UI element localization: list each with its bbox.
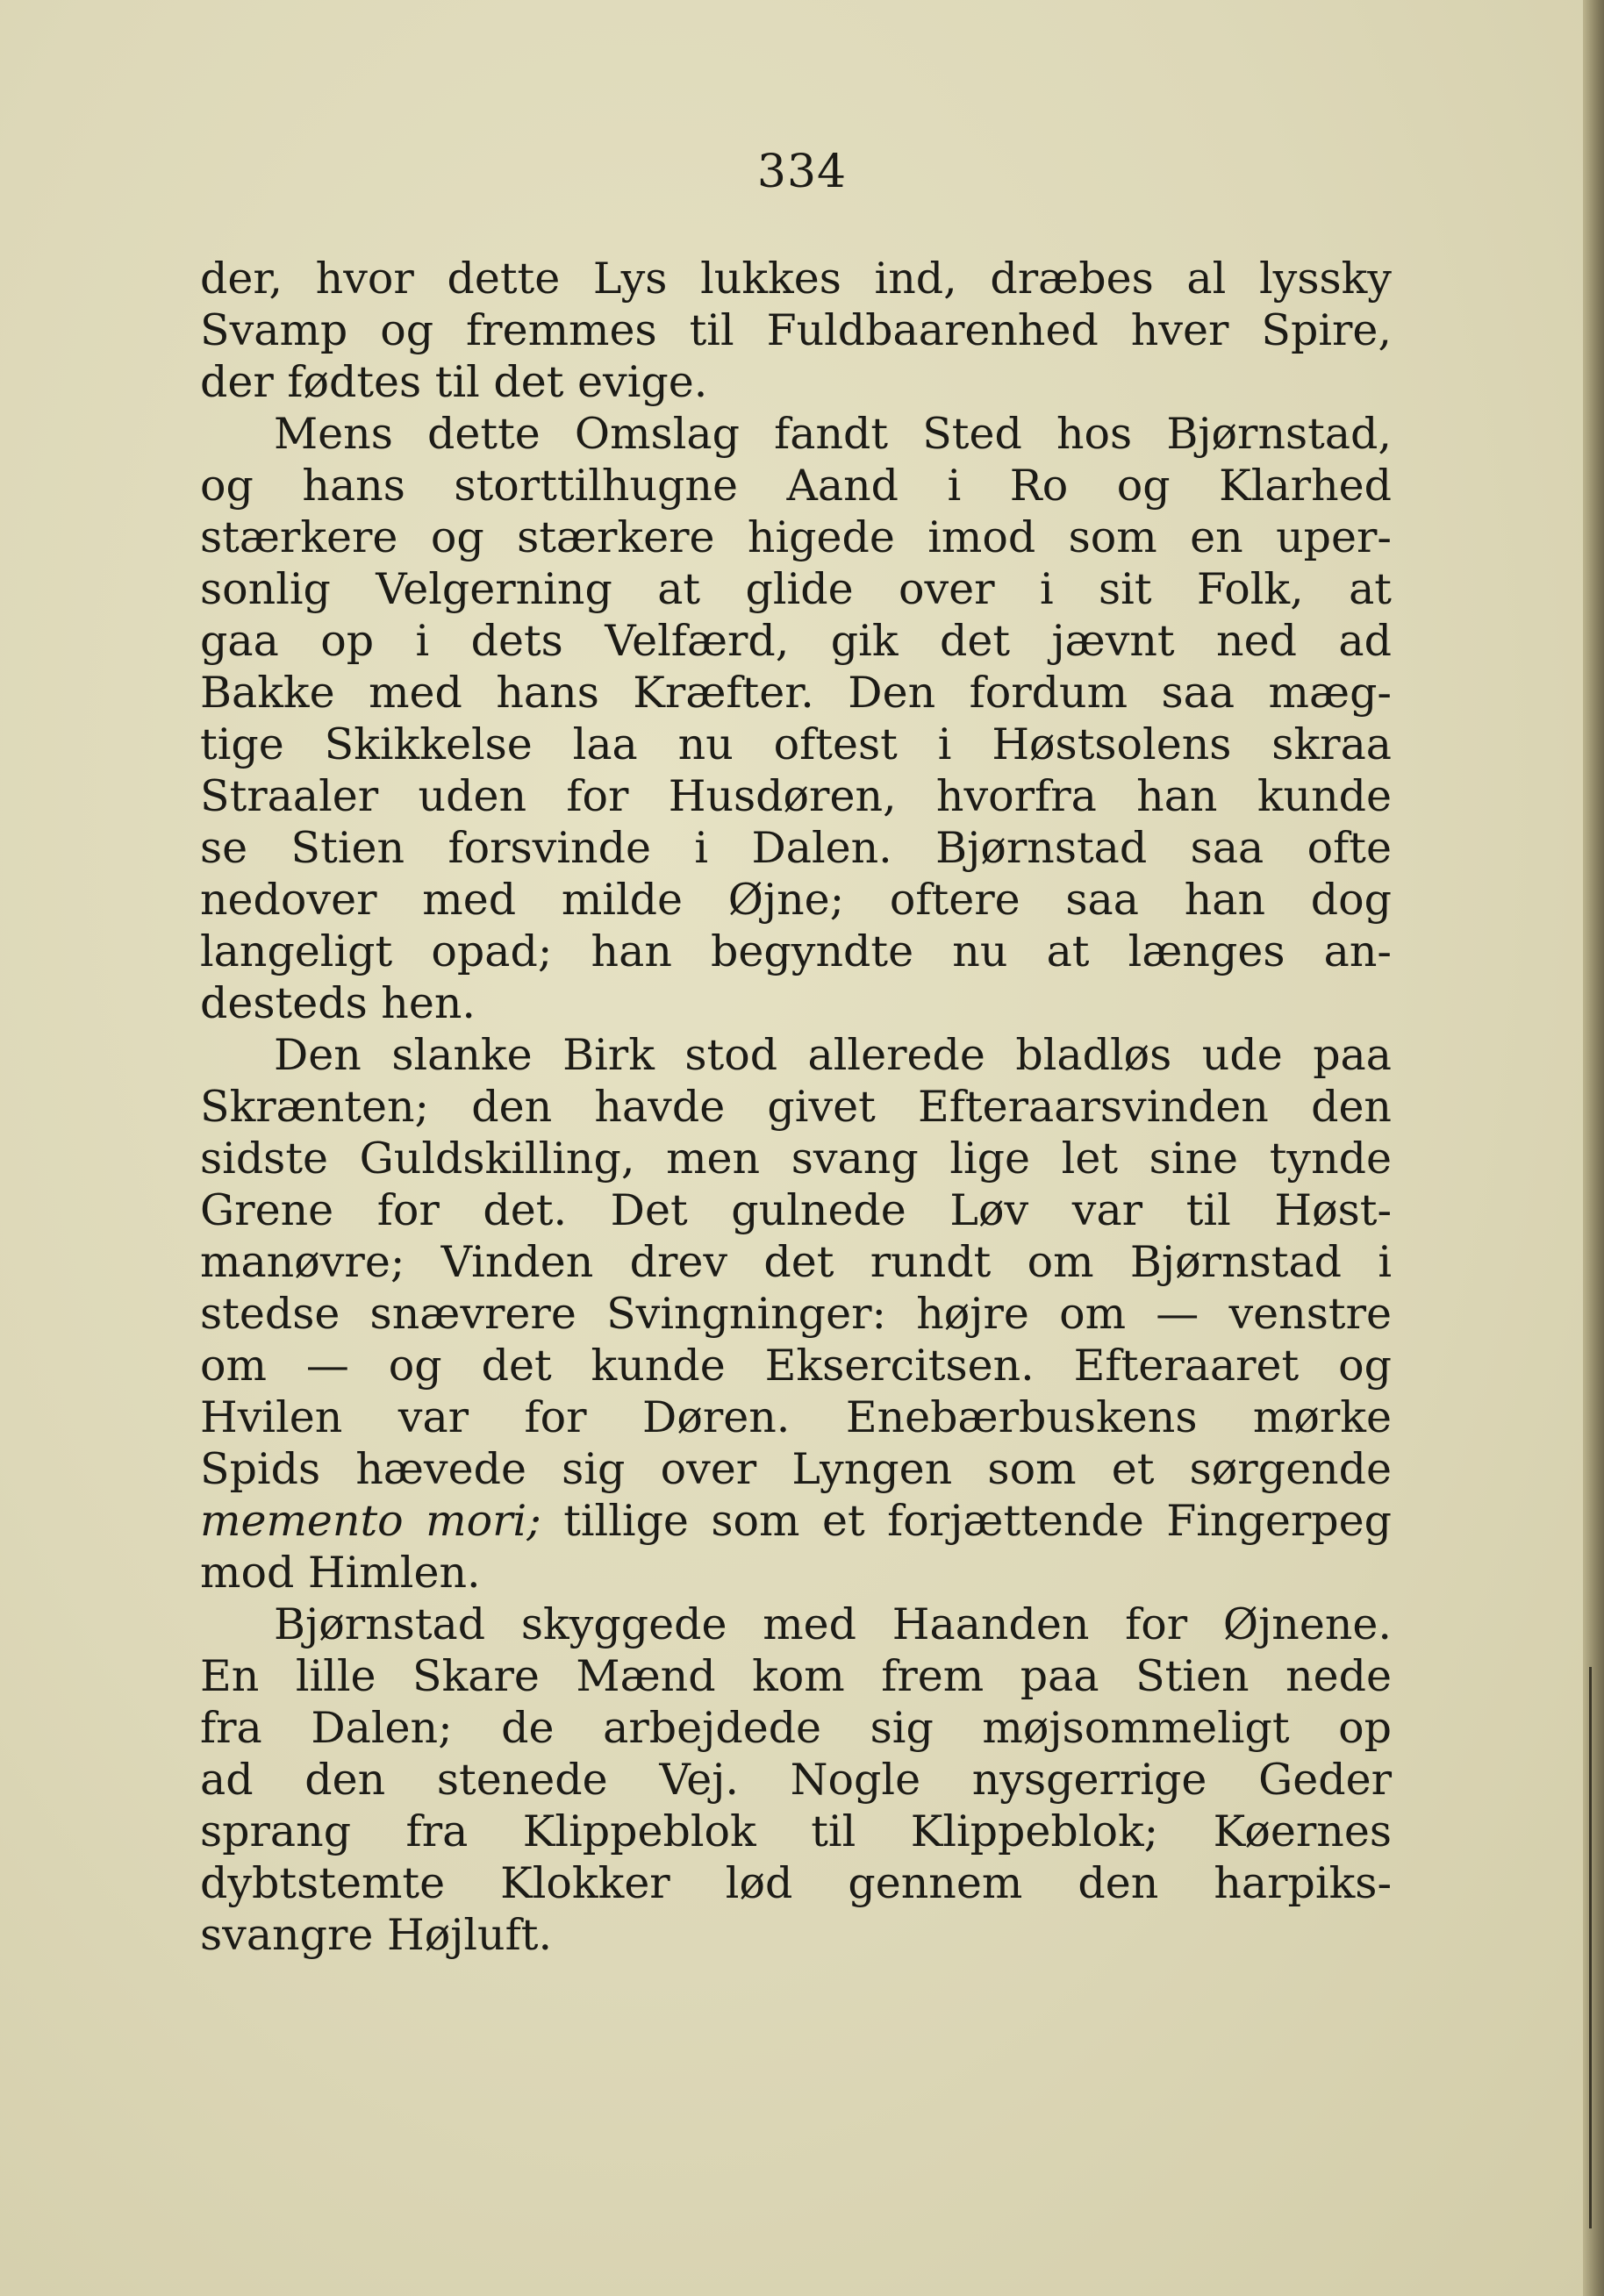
text-line xyxy=(200,253,1392,304)
text-line xyxy=(200,1443,1392,1495)
page-number: 334 xyxy=(756,146,848,198)
line-text: Straaler uden for Husdøren, hvorfra han kunde xyxy=(200,771,1392,821)
line-text: dybtstemte Klokker lød gennem den harpiks- xyxy=(200,1858,1392,1908)
body-text xyxy=(200,253,1392,1961)
text-line xyxy=(200,460,1392,511)
text-line xyxy=(200,926,1392,977)
line-text: Bjørnstad skyggede med Haanden for Øjnene. xyxy=(274,1599,1392,1649)
text-line xyxy=(200,1288,1392,1340)
text-line xyxy=(200,1133,1392,1184)
text-line xyxy=(200,1081,1392,1133)
line-text: sonlig Velgerning at glide over i sit Folk, at xyxy=(200,564,1392,614)
text-line xyxy=(200,1340,1392,1391)
line-text: der, hvor dette Lys lukkes ind, dræbes al lyssky xyxy=(200,254,1392,304)
text-line xyxy=(200,1029,1392,1081)
line-text: se Stien forsvinde i Dalen. Bjørnstad saa ofte xyxy=(200,823,1392,873)
page-edge-line xyxy=(1589,1667,1592,2228)
text-line xyxy=(200,511,1392,563)
text-line xyxy=(200,874,1392,926)
text-line xyxy=(200,1547,1392,1599)
text-line xyxy=(200,1754,1392,1806)
text-line xyxy=(200,770,1392,822)
line-text: ad den stenede Vej. Nogle nysgerrige Geder xyxy=(200,1755,1392,1805)
text-line xyxy=(200,1806,1392,1857)
line-text: og hans storttilhugne Aand i Ro og Klarhed xyxy=(200,461,1392,511)
text-line xyxy=(200,356,1392,408)
line-text: om — og det kunde Eksercitsen. Efteraaret og xyxy=(200,1341,1392,1391)
line-text: tige Skikkelse laa nu oftest i Høstsolens skraa xyxy=(200,719,1392,769)
text-line xyxy=(200,719,1392,770)
line-text: Den slanke Birk stod allerede bladløs ude paa xyxy=(274,1030,1392,1080)
text-line xyxy=(200,304,1392,356)
text-line xyxy=(200,1495,1392,1547)
line-text: Grene for det. Det gulnede Løv var til Høst- xyxy=(200,1185,1392,1235)
line-text: mod Himlen. xyxy=(200,1548,481,1598)
text-line xyxy=(200,1650,1392,1702)
line-text: Skrænten; den havde givet Efteraarsvinden den xyxy=(200,1082,1392,1132)
page-edge-shadow xyxy=(1583,0,1604,2296)
italic-phrase: memento mori; xyxy=(200,1496,541,1546)
text-line xyxy=(200,1909,1392,1961)
text-line xyxy=(200,615,1392,667)
line-text: Svamp og fremmes til Fuldbaarenhed hver Spire, xyxy=(200,305,1392,355)
line-text: langeligt opad; han begyndte nu at længes an- xyxy=(200,926,1392,976)
text-line xyxy=(200,1857,1392,1909)
line-text: der fødtes til det evige. xyxy=(200,357,708,407)
text-line xyxy=(200,667,1392,719)
line-text: fra Dalen; de arbejdede sig møjsommeligt op xyxy=(200,1703,1392,1753)
text-line xyxy=(200,1391,1392,1443)
line-text: Hvilen var for Døren. Enebærbuskens mørke xyxy=(200,1392,1392,1442)
line-text: sidste Guldskilling, men svang lige let sine tynde xyxy=(200,1134,1392,1184)
line-text: stedse snævrere Svingninger: højre om — venstre xyxy=(200,1289,1392,1339)
text-line xyxy=(200,1702,1392,1754)
line-text: Mens dette Omslag fandt Sted hos Bjørnstad, xyxy=(274,409,1392,459)
line-text: nedover med milde Øjne; oftere saa han dog xyxy=(200,875,1392,925)
line-text: desteds hen. xyxy=(200,978,476,1028)
line-text: svangre Højluft. xyxy=(200,1910,553,1960)
line-text: En lille Skare Mænd kom frem paa Stien nede xyxy=(200,1651,1392,1701)
text-line xyxy=(200,1184,1392,1236)
line-text: tillige som et forjættende Fingerpeg xyxy=(541,1496,1392,1546)
text-line xyxy=(200,563,1392,615)
text-line xyxy=(200,408,1392,460)
text-line xyxy=(200,822,1392,874)
text-line xyxy=(200,1236,1392,1288)
line-text: Bakke med hans Kræfter. Den fordum saa mæg- xyxy=(200,668,1392,718)
line-text: gaa op i dets Velfærd, gik det jævnt ned ad xyxy=(200,616,1392,666)
line-text: sprang fra Klippeblok til Klippeblok; Køernes xyxy=(200,1806,1392,1856)
line-text: stærkere og stærkere higede imod som en uper- xyxy=(200,512,1392,562)
text-line xyxy=(200,977,1392,1029)
text-line xyxy=(200,1599,1392,1650)
line-text: manøvre; Vinden drev det rundt om Bjørnstad i xyxy=(200,1237,1392,1287)
line-text: Spids hævede sig over Lyngen som et sørgende xyxy=(200,1444,1392,1494)
